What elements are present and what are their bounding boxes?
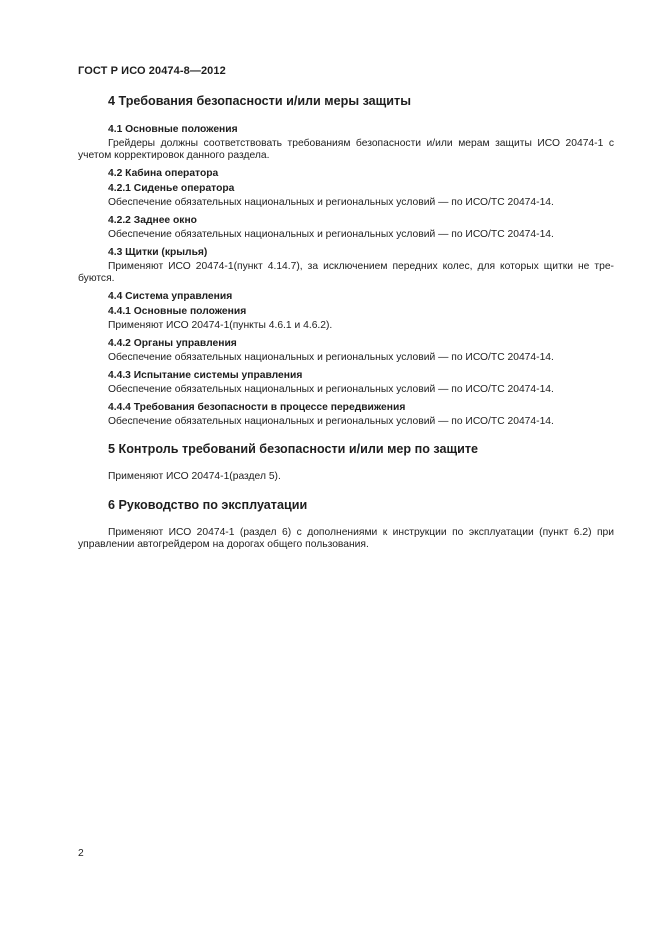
section-4-4-1-text: Применяют ИСО 20474-1(пункты 4.6.1 и 4.6.2). — [108, 320, 333, 331]
section-4-1-text: Грейдеры должны соответствовать требованиям безопасности и/или мерам защиты ИСО 20474-1 с учетом корректировок данного раздела. — [78, 138, 614, 161]
section-4-4-3-text: Обеспечение обязательных национальных и региональных условий — по ИСО/ТС 20474-14. — [108, 384, 554, 395]
page-number: 2 — [78, 848, 84, 859]
section-4-heading: 4 Требования безопасности и/или меры защиты — [108, 94, 411, 108]
section-4-1-heading: 4.1 Основные положения — [108, 124, 238, 135]
section-4-2-1-text: Обеспечение обязательных национальных и региональных условий — по ИСО/ТС 20474-14. — [108, 197, 554, 208]
section-4-4-4-text: Обеспечение обязательных национальных и региональных условий — по ИСО/ТС 20474-14. — [108, 416, 554, 427]
section-4-3-text: Применяют ИСО 20474-1(пункт 4.14.7), за исключением передних колес, для которых щитки не тре-буются. — [78, 261, 614, 284]
section-6-heading: 6 Руководство по эксплуатации — [108, 498, 308, 512]
section-4-2-heading: 4.2 Кабина оператора — [108, 168, 219, 179]
document-body — [78, 93, 614, 556]
section-4-4-4-heading: 4.4.4 Требования безопасности в процессе передвижения — [108, 402, 406, 413]
section-4-3-heading: 4.3 Щитки (крылья) — [108, 247, 208, 258]
section-5-text: Применяют ИСО 20474-1(раздел 5). — [108, 471, 281, 482]
section-4-4-2-text: Обеспечение обязательных национальных и региональных условий — по ИСО/ТС 20474-14. — [108, 352, 554, 363]
section-4-2-2-text: Обеспечение обязательных национальных и региональных условий — по ИСО/ТС 20474-14. — [108, 229, 554, 240]
section-4-2-1-heading: 4.2.1 Сиденье оператора — [108, 183, 235, 194]
document-header: ГОСТ Р ИСО 20474-8—2012 — [78, 65, 226, 77]
section-4-4-1-heading: 4.4.1 Основные положения — [108, 306, 247, 317]
section-4-4-heading: 4.4 Система управления — [108, 291, 233, 302]
section-4-4-3-heading: 4.4.3 Испытание системы управления — [108, 370, 303, 381]
section-4-4-2-heading: 4.4.2 Органы управления — [108, 338, 237, 349]
section-6-text: Применяют ИСО 20474-1 (раздел 6) с дополнениями к инструкции по эксплуатации (пункт 6.2) при управлении автогрейдером на дорогах общего пользования. — [78, 527, 614, 550]
section-5-heading: 5 Контроль требований безопасности и/или мер по защите — [108, 442, 479, 456]
section-4-2-2-heading: 4.2.2 Заднее окно — [108, 215, 197, 226]
